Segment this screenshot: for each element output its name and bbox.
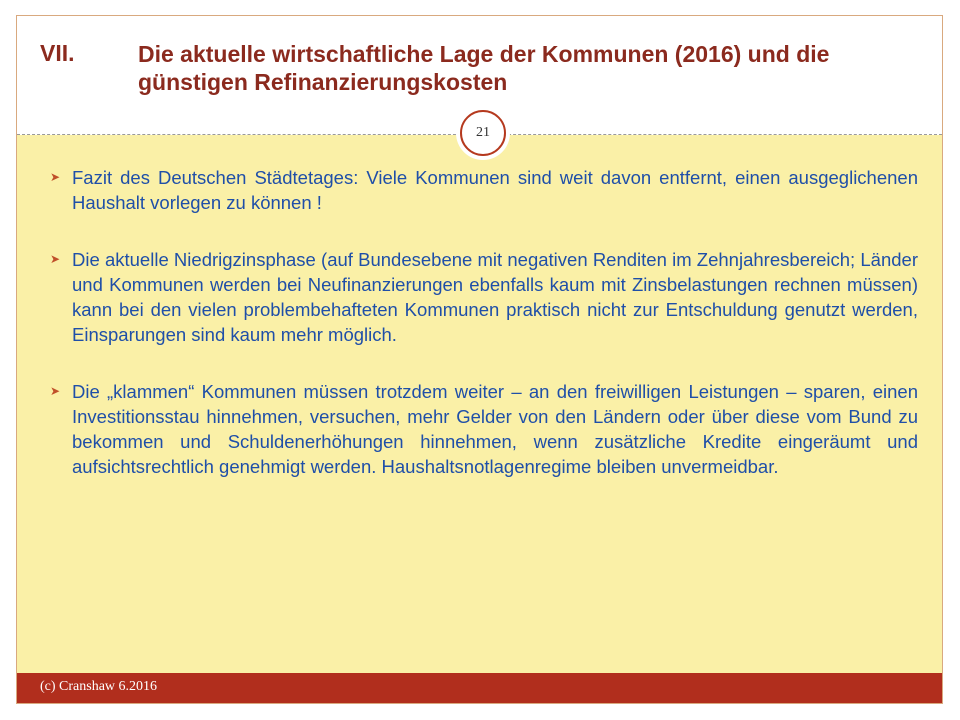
bullet-item (50, 247, 918, 347)
bullet-text: Die „klammen“ Kommunen müssen trotzdem weiter – an den freiwilligen Leistungen – sparen, einen Investitionsstau hinnehmen, versuchen, mehr Gelder von den Ländern oder über diese vom Bund zu bekommen und Schuldenerhöhungen hinnehmen, wenn zusätzliche Kredite eingeräumt und aufsichtsrechtlich genehmigt werden. Haushaltsnotlagenregime bleiben unvermeidbar. (72, 381, 918, 477)
bullet-text: Die aktuelle Niedrigzinsphase (auf Bundesebene mit negativen Renditen im Zehnjahresbereich; Länder und Kommunen werden bei Neufinanzierungen ebenfalls kaum mit Zinsbelastungen rechnen müssen) kann bei den vielen problembehafteten Kommunen praktisch nicht zur Entschuldung genutzt werden, Einsparungen sind kaum mehr möglich. (72, 249, 918, 345)
arrow-bullet-icon: ➤ (50, 252, 61, 266)
page-number-badge: 21 (460, 110, 506, 156)
arrow-bullet-icon: ➤ (50, 170, 61, 184)
slide-title: Die aktuelle wirtschaftliche Lage der Kommunen (2016) und die günstigen Refinanzierungskosten (138, 41, 830, 95)
bullet-item (50, 379, 918, 479)
bullet-item (50, 165, 918, 215)
bullet-list (50, 165, 918, 511)
bullet-text: Fazit des Deutschen Städtetages: Viele Kommunen sind weit davon entfernt, einen ausgeglichenen Haushalt vorlegen zu können ! (72, 167, 918, 213)
footer-copyright: (c) Cranshaw 6.2016 (40, 679, 158, 694)
section-number: VII. (40, 40, 75, 66)
arrow-bullet-icon: ➤ (50, 384, 61, 398)
